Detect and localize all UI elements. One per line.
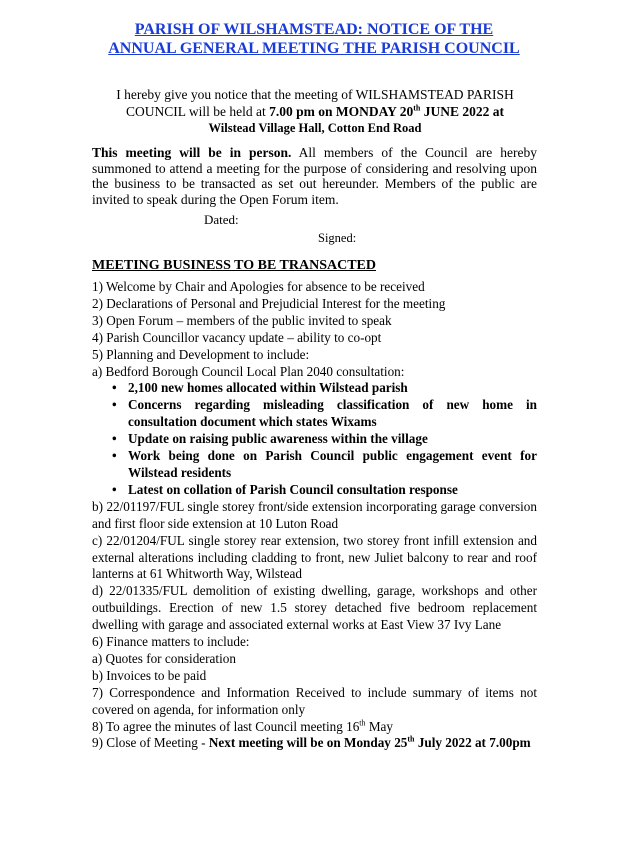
- bullet-text: Update on raising public awareness within the village: [128, 431, 428, 447]
- summons-paragraph: [92, 145, 537, 207]
- meeting-time: 7.00 pm on MONDAY 20: [269, 104, 414, 119]
- intro-line-2-prefix: COUNCIL will be held at: [126, 104, 270, 119]
- agenda-item-8-month: May: [365, 718, 394, 734]
- agenda-item-3: 3) Open Forum – members of the public invited to speak: [92, 312, 392, 328]
- dated-label: Dated:: [204, 212, 239, 227]
- section-heading: MEETING BUSINESS TO BE TRANSACTED: [92, 258, 376, 273]
- title-line-1: PARISH OF WILSHAMSTEAD: NOTICE OF THE: [134, 21, 494, 38]
- intro-line-1: I hereby give you notice that the meeting of WILSHAMSTEAD PARISH: [116, 87, 514, 102]
- agenda-item-8-suffix: th: [359, 718, 366, 728]
- bullet-item: [92, 431, 537, 448]
- agenda-item-6b: b) Invoices to be paid: [92, 667, 207, 683]
- agenda-item-5a: a) Bedford Borough Council Local Plan 2040 consultation:: [92, 363, 405, 379]
- meeting-date: JUNE 2022 at: [420, 104, 504, 119]
- meeting-date-suffix: th: [413, 103, 421, 113]
- title-line-2: ANNUAL GENERAL MEETING THE PARISH COUNCIL: [108, 40, 520, 57]
- in-person-notice: This meeting will be in person.: [92, 145, 292, 160]
- bullet-text: Work being done on Parish Council public engagement event for Wilstead residents: [128, 448, 537, 480]
- next-meeting-time: July 2022 at 7.00pm: [414, 735, 531, 751]
- intro-line-2: [92, 103, 538, 120]
- bullet-icon: •: [112, 397, 117, 413]
- notice-intro: [92, 86, 538, 137]
- agenda-item-8: [92, 719, 537, 736]
- bullet-item: [92, 380, 537, 397]
- bullet-icon: •: [112, 448, 117, 464]
- agenda-item-9: [92, 735, 537, 752]
- agenda-item-5b: b) 22/01197/FUL single storey front/side extension incorporating garage conversion and first floor side extension at 10 Luton Road: [92, 498, 537, 531]
- bullet-text: 2,100 new homes allocated within Wilstead parish: [128, 380, 408, 396]
- meeting-venue: Wilstead Village Hall, Cotton End Road: [208, 121, 422, 135]
- agenda-item-5c: c) 22/01204/FUL single storey rear extension, two storey front infill extension and external alterations including cladding to front, new Juliet balcony to rear and roof lanterns at 61 Whitworth Way, Wilstead: [92, 532, 537, 582]
- consultation-bullets: [92, 380, 537, 498]
- bullet-icon: •: [112, 431, 117, 447]
- next-meeting-suffix: th: [407, 735, 415, 745]
- agenda-item-4: 4) Parish Councillor vacancy update – ability to co-opt: [92, 329, 382, 345]
- bullet-item: [92, 448, 537, 482]
- agenda-item-5d: d) 22/01335/FUL demolition of existing dwelling, garage, workshops and other outbuildings. Erection of new 1.5 storey detached five bedroom replacement dwelling with garage and associated external works at East View 37 Ivy Lane: [92, 583, 537, 633]
- agenda-item-8-text: 8) To agree the minutes of last Council meeting 16: [92, 718, 360, 734]
- bullet-text: Latest on collation of Parish Council consultation response: [128, 481, 458, 497]
- agenda-item-6: 6) Finance matters to include:: [92, 634, 250, 650]
- notice-title: [40, 20, 588, 58]
- bullet-icon: •: [112, 380, 117, 396]
- bullet-text: Concerns regarding misleading classification of new home in consultation document which states Wixams: [128, 397, 537, 430]
- agenda-body: [92, 279, 537, 752]
- agenda-item-5: 5) Planning and Development to include:: [92, 346, 310, 362]
- agenda-item-6a: a) Quotes for consideration: [92, 650, 236, 666]
- agenda-item-9-text: 9) Close of Meeting -: [92, 735, 209, 751]
- bullet-icon: •: [112, 481, 117, 497]
- next-meeting-date: Next meeting will be on Monday 25: [208, 735, 408, 751]
- bullet-item: [92, 482, 537, 499]
- bullet-item: [92, 397, 537, 431]
- signed-label: Signed:: [318, 231, 357, 245]
- agenda-item-1: 1) Welcome by Chair and Apologies for absence to be received: [92, 279, 425, 294]
- agenda-item-7: 7) Correspondence and Information Received to include summary of items not covered on agenda, for information only: [92, 684, 537, 717]
- summons-text: All members of the Council are hereby summoned to attend a meeting for the purpose of considering and resolving upon the business to be transacted as set out hereunder. Members of the public are invited to speak during the Open Forum item.: [92, 145, 537, 207]
- agenda-item-2: 2) Declarations of Personal and Prejudicial Interest for the meeting: [92, 295, 446, 311]
